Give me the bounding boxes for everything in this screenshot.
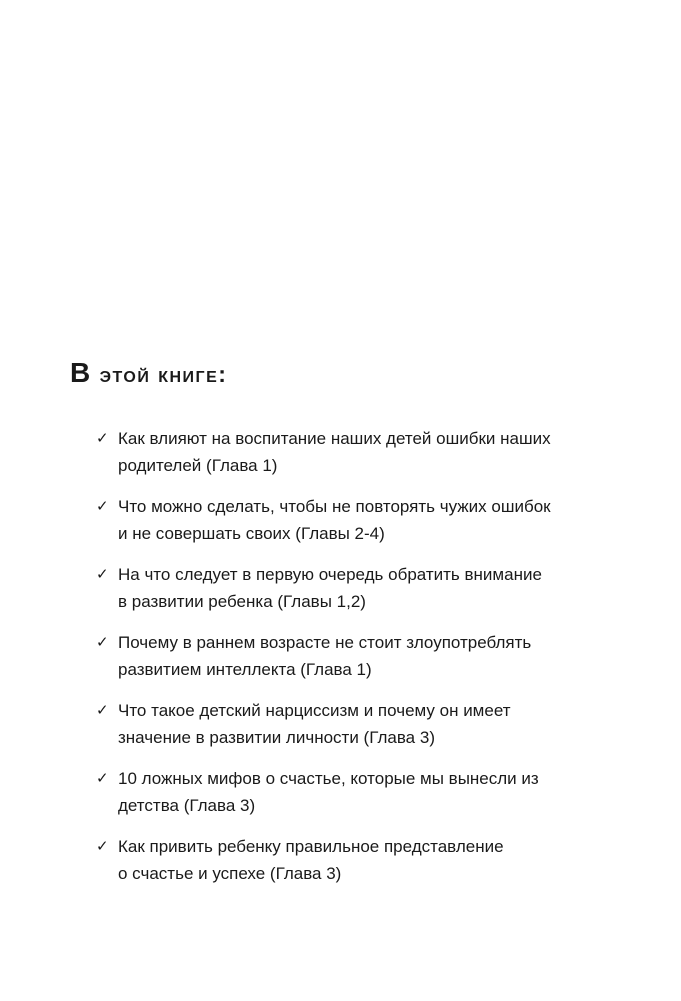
- list-item-line: Что можно сделать, чтобы не повторять чужих ошибок: [118, 497, 551, 516]
- list-item-line: детства (Глава 3): [118, 796, 256, 815]
- list-item: [96, 765, 616, 833]
- heading-capital: В: [70, 357, 92, 388]
- list-item-line: Что такое детский нарциссизм и почему он имеет: [118, 701, 511, 720]
- list-item-line: Почему в раннем возрасте не стоит злоупотреблять: [118, 633, 532, 652]
- list-item-line: На что следует в первую очередь обратить внимание: [118, 565, 542, 584]
- checkmark-icon: ✓: [96, 702, 109, 719]
- list-item: [96, 493, 616, 561]
- list-item-line: и не совершать своих (Главы 2-4): [118, 524, 385, 543]
- checkmark-icon: ✓: [96, 770, 109, 787]
- list-item-line: родителей (Глава 1): [118, 456, 278, 475]
- list-item: [96, 561, 616, 629]
- list-item-line: Как привить ребенку правильное представление: [118, 837, 504, 856]
- list-item: [96, 697, 616, 765]
- checkmark-icon: ✓: [96, 634, 109, 651]
- checkmark-icon: ✓: [96, 838, 109, 855]
- topics-list: [96, 425, 616, 901]
- heading-text: этой книге:: [91, 361, 228, 387]
- page-heading: [70, 357, 227, 389]
- list-item: [96, 833, 616, 901]
- list-item-line: 10 ложных мифов о счастье, которые мы вынесли из: [118, 769, 539, 788]
- checkmark-icon: ✓: [96, 566, 109, 583]
- list-item-line: о счастье и успехе (Глава 3): [118, 864, 342, 883]
- list-item: [96, 629, 616, 697]
- list-item-line: в развитии ребенка (Главы 1,2): [118, 592, 366, 611]
- checkmark-icon: ✓: [96, 430, 109, 447]
- checkmark-icon: ✓: [96, 498, 109, 515]
- list-item-line: Как влияют на воспитание наших детей ошибки наших: [118, 429, 551, 448]
- list-item: [96, 425, 616, 493]
- list-item-line: значение в развитии личности (Глава 3): [118, 728, 435, 747]
- list-item-line: развитием интеллекта (Глава 1): [118, 660, 372, 679]
